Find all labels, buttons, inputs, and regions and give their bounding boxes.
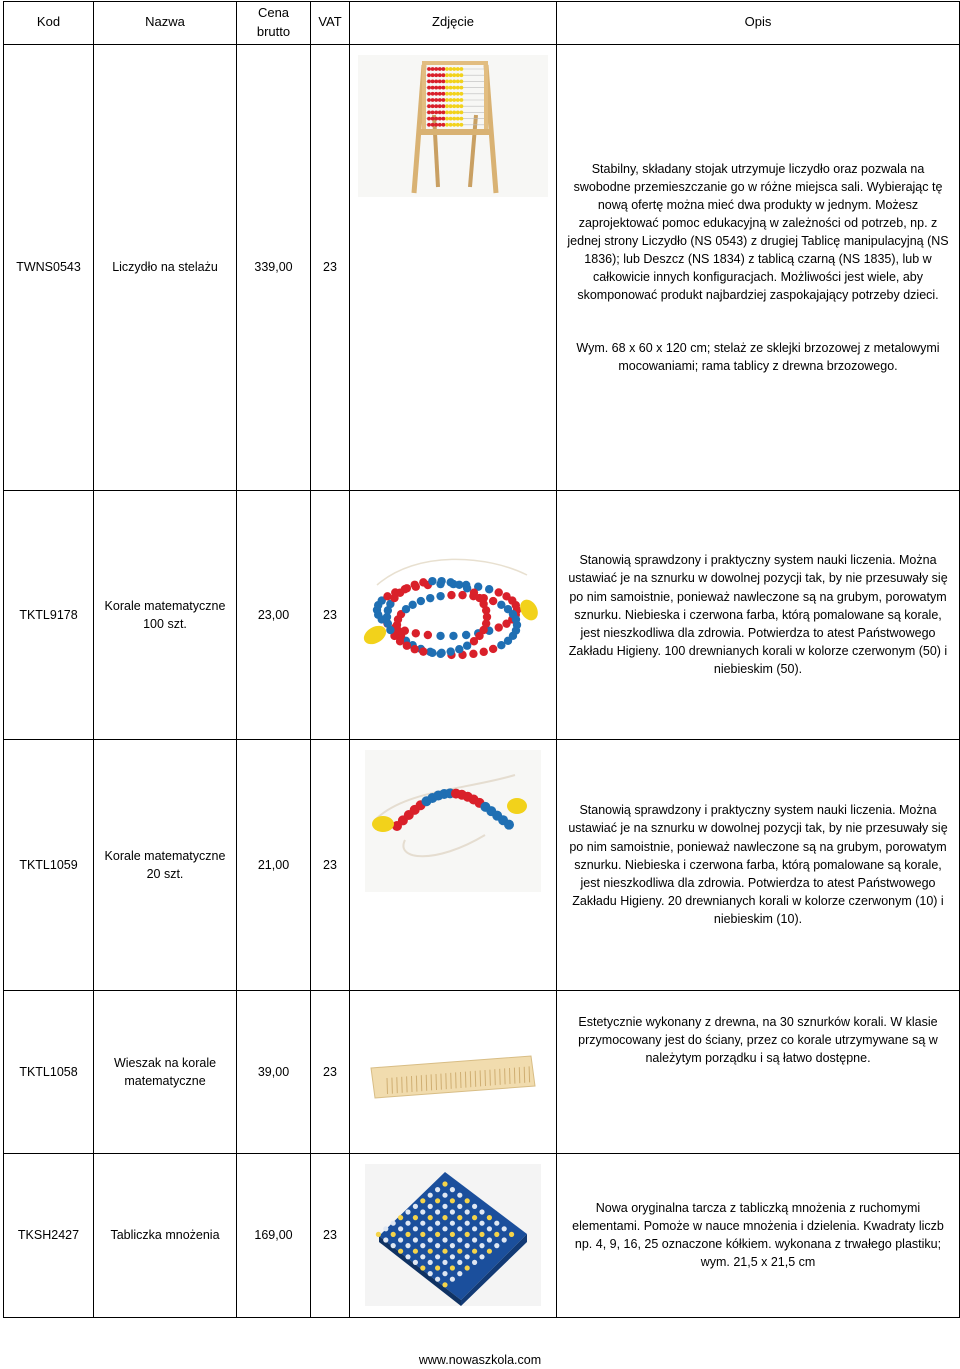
bead: [427, 104, 431, 108]
bead: [452, 110, 456, 114]
cell-kod: TWNS0543: [4, 44, 94, 490]
bead-hanger-image: [365, 1042, 541, 1102]
bead: [428, 1226, 433, 1231]
cell-cena: 339,00: [237, 44, 311, 490]
bead: [472, 1260, 477, 1265]
bead: [458, 591, 466, 599]
bead: [435, 1277, 440, 1282]
cell-vat: 23: [311, 739, 350, 990]
bead: [497, 641, 505, 649]
cell-kod: TKTL9178: [4, 490, 94, 739]
bead: [482, 606, 490, 614]
bead: [405, 1221, 410, 1226]
bead: [436, 592, 444, 600]
bead: [405, 1210, 410, 1215]
bead: [442, 73, 446, 77]
bead: [465, 1266, 470, 1271]
bead: [435, 1187, 440, 1192]
bead: [431, 79, 435, 83]
bead: [465, 1243, 470, 1248]
bead: [502, 1226, 507, 1231]
header-cena: Cena brutto: [237, 2, 311, 45]
cell-opis: [557, 44, 960, 490]
bead: [489, 644, 497, 652]
bead: [495, 588, 503, 596]
bead: [445, 67, 449, 71]
bead: [427, 73, 431, 77]
bead: [411, 580, 419, 588]
bead: [465, 1254, 470, 1259]
bead: [437, 648, 445, 656]
description-text: Stabilny, składany stojak utrzymuje liczydło oraz pozwala na swobodne przemieszczanie go w różne miejsca sali. Wybierając tę nową ofertę można mieć dwa produkty w jednym. Możesz zaprojektować pomoc edukacyjną w zależności od potrzeb, np. z jednej strony Liczydło (NS 0543) z drugiej Tablicę manipulacyjną (NS 1836); lub Deszcz (NS 1834) z tablicą czarną (NS 1835), lub w całkowicie innych konfiguracjach. Możliwości jest wiele, aby skomponować produkt najbardziej zaspokajający potrzeby dzieci.: [567, 161, 949, 303]
cell-opis: [557, 990, 960, 1153]
bead: [460, 116, 464, 120]
bead: [435, 1266, 440, 1271]
bead: [479, 1232, 484, 1237]
cell-vat: 23: [311, 44, 350, 490]
bead: [449, 79, 453, 83]
bead: [469, 649, 477, 657]
bead: [398, 1249, 403, 1254]
bead: [456, 92, 460, 96]
header-nazwa: Nazwa: [94, 2, 237, 45]
bead: [512, 615, 520, 623]
bead: [419, 647, 427, 655]
description-text: Stanowią sprawdzony i praktyczny system nauki liczenia. Można ustawiać je na sznurku w dowolnej pozycji tak, by nie przesuwały się po nim samoistnie, ponieważ nawleczone są na grubym, porowatym sznurku. Niebieska i czerwona farba, którą pomalowane są korale, jest nieszkodliwa dla zdrowia. Potwierdza to atest Państwowego Zakładu Higieny. 100 drewnianych korali w kolorze czerwonym (50) i niebieskim (50).: [568, 553, 948, 676]
bead: [383, 1238, 388, 1243]
bead: [438, 79, 442, 83]
cell-opis: [557, 1153, 960, 1317]
bead: [434, 85, 438, 89]
abacus-stand-image: [358, 55, 548, 197]
bead: [452, 123, 456, 127]
bead: [480, 647, 488, 655]
cell-nazwa: Tabliczka mnożenia: [94, 1153, 237, 1317]
bead: [431, 85, 435, 89]
bead: [479, 1243, 484, 1248]
bead: [450, 1266, 455, 1271]
bead: [428, 1271, 433, 1276]
bead: [413, 1238, 418, 1243]
bead: [376, 1232, 381, 1237]
description-text: Nowa oryginalna tarcza z tabliczką mnożenia z ruchomymi elementami. Pomoże w nauce mnożenia i dzielenia. Kwadraty liczb np. 4, 9, 16, 25 oznaczone kółkiem. wykonana z trwałego plastiku; wym. 21,5 x 21,5 cm: [572, 1200, 944, 1270]
bead: [434, 104, 438, 108]
bead: [434, 123, 438, 127]
cell-cena: 39,00: [237, 990, 311, 1153]
bead: [462, 630, 470, 638]
cell-vat: 23: [311, 1153, 350, 1317]
bead: [472, 1238, 477, 1243]
bead: [442, 1215, 447, 1220]
bead: [398, 1238, 403, 1243]
bead: [472, 1215, 477, 1220]
bead: [445, 116, 449, 120]
bead: [434, 116, 438, 120]
bead: [457, 1249, 462, 1254]
bead: [436, 631, 444, 639]
bead: [446, 647, 454, 655]
bead: [457, 1193, 462, 1198]
bead: [449, 85, 453, 89]
bead: [449, 67, 453, 71]
cell-nazwa: Korale matematyczne 100 szt.: [94, 490, 237, 739]
header-zdjecie: Zdjęcie: [350, 2, 557, 45]
bead: [445, 73, 449, 77]
cell-zdjecie: [350, 990, 557, 1153]
bead: [427, 123, 431, 127]
bead: [452, 85, 456, 89]
bead: [494, 1232, 499, 1237]
bead: [502, 619, 510, 627]
bead: [487, 1249, 492, 1254]
bead: [447, 591, 455, 599]
bead: [452, 116, 456, 120]
cell-vat: 23: [311, 490, 350, 739]
bead: [434, 73, 438, 77]
bead: [445, 123, 449, 127]
bead: [472, 1204, 477, 1209]
bead: [431, 73, 435, 77]
bead: [502, 1238, 507, 1243]
bead: [495, 623, 503, 631]
bead: [465, 1221, 470, 1226]
bead: [465, 1232, 470, 1237]
bead: [413, 1226, 418, 1231]
bead: [445, 85, 449, 89]
bead: [398, 1215, 403, 1220]
bead: [431, 110, 435, 114]
bead: [438, 104, 442, 108]
bead: [431, 92, 435, 96]
bead: [405, 1254, 410, 1259]
bead: [479, 1221, 484, 1226]
bead: [442, 85, 446, 89]
bead: [445, 98, 449, 102]
bead: [472, 1226, 477, 1231]
bead: [413, 1204, 418, 1209]
bead: [431, 98, 435, 102]
bead: [456, 73, 460, 77]
bead: [427, 79, 431, 83]
cell-opis: [557, 739, 960, 990]
cell-kod: TKTL1058: [4, 990, 94, 1153]
bead: [417, 597, 425, 605]
bead: [420, 1243, 425, 1248]
bead: [460, 79, 464, 83]
bead: [431, 116, 435, 120]
bead: [450, 1187, 455, 1192]
cell-nazwa: Liczydło na stelażu: [94, 44, 237, 490]
bead: [419, 578, 427, 586]
bead: [420, 1198, 425, 1203]
bead: [391, 1221, 396, 1226]
bead: [383, 1226, 388, 1231]
bead: [487, 1215, 492, 1220]
bead: [383, 592, 391, 600]
bead: [431, 104, 435, 108]
bead: [449, 123, 453, 127]
bead: [457, 1226, 462, 1231]
bead: [413, 1249, 418, 1254]
cell-zdjecie: [350, 739, 557, 990]
multiplication-board-image: [365, 1164, 541, 1306]
bead: [460, 110, 464, 114]
bead: [445, 110, 449, 114]
bead: [442, 67, 446, 71]
header-opis: Opis: [557, 2, 960, 45]
bead: [512, 601, 520, 609]
cell-zdjecie: [350, 1153, 557, 1317]
bead: [427, 67, 431, 71]
bead: [428, 577, 436, 585]
bead: [449, 631, 457, 639]
bead: [456, 85, 460, 89]
bead: [434, 110, 438, 114]
header-kod: Kod: [4, 2, 94, 45]
bead: [509, 1232, 514, 1237]
bead: [452, 98, 456, 102]
bead: [428, 1215, 433, 1220]
bead: [412, 629, 420, 637]
bead: [449, 104, 453, 108]
bead: [442, 92, 446, 96]
bead: [442, 98, 446, 102]
table-header-row: [4, 2, 960, 45]
bead: [494, 1221, 499, 1226]
bead: [428, 648, 436, 656]
bead: [465, 1210, 470, 1215]
bead: [457, 1204, 462, 1209]
cell-opis: [557, 490, 960, 739]
bead: [450, 1210, 455, 1215]
bead: [427, 92, 431, 96]
bead: [442, 123, 446, 127]
bead: [494, 1243, 499, 1248]
table-row: [4, 490, 960, 739]
bead: [452, 104, 456, 108]
bead: [420, 1210, 425, 1215]
bead: [435, 1198, 440, 1203]
bead: [442, 1193, 447, 1198]
bead: [450, 1221, 455, 1226]
bead: [413, 1215, 418, 1220]
bead: [457, 1238, 462, 1243]
bead: [449, 92, 453, 96]
bead: [449, 73, 453, 77]
bead: [460, 73, 464, 77]
bead: [420, 1232, 425, 1237]
bead: [449, 110, 453, 114]
bead: [457, 1215, 462, 1220]
bead: [428, 1238, 433, 1243]
bead: [504, 819, 514, 829]
bead: [438, 67, 442, 71]
bead: [442, 1182, 447, 1187]
bead: [450, 1254, 455, 1259]
bead: [455, 645, 463, 653]
bead: [398, 1226, 403, 1231]
cell-zdjecie: [350, 490, 557, 739]
bead: [456, 110, 460, 114]
bead: [445, 104, 449, 108]
bead: [437, 577, 445, 585]
bead: [434, 67, 438, 71]
bead: [438, 110, 442, 114]
table-row: [4, 1153, 960, 1317]
bead: [485, 585, 493, 593]
bead: [442, 1238, 447, 1243]
cell-zdjecie: [350, 44, 557, 490]
bead: [442, 79, 446, 83]
bead: [428, 1249, 433, 1254]
bead: [479, 1254, 484, 1259]
bead: [435, 1210, 440, 1215]
bead: [438, 73, 442, 77]
bead: [465, 1198, 470, 1203]
bead: [426, 594, 434, 602]
cell-vat: 23: [311, 990, 350, 1153]
bead: [442, 1249, 447, 1254]
cell-nazwa: Wieszak na korale matematyczne: [94, 990, 237, 1153]
bead: [442, 116, 446, 120]
bead: [446, 578, 454, 586]
bead: [428, 1204, 433, 1209]
bead: [420, 1254, 425, 1259]
cell-cena: 21,00: [237, 739, 311, 990]
bead: [442, 110, 446, 114]
description-dimensions: Wym. 68 x 60 x 120 cm; stelaż ze sklejki brzozowej z metalowymi mocowaniami; rama tablicy z drewna brzozowego.: [576, 340, 940, 373]
bead: [442, 1282, 447, 1287]
bead: [456, 123, 460, 127]
bead: [449, 98, 453, 102]
bead: [460, 98, 464, 102]
bead: [438, 116, 442, 120]
bead: [434, 79, 438, 83]
cell-kod: TKSH2427: [4, 1153, 94, 1317]
bead: [460, 104, 464, 108]
bead: [456, 116, 460, 120]
bead: [438, 85, 442, 89]
bead: [391, 1232, 396, 1237]
bead: [472, 1249, 477, 1254]
bead: [408, 600, 416, 608]
bead: [452, 67, 456, 71]
bead: [460, 123, 464, 127]
bead: [479, 1210, 484, 1215]
bead-string-100-image: [357, 555, 549, 675]
bead: [450, 1243, 455, 1248]
header-vat: VAT: [311, 2, 350, 45]
bead: [420, 1221, 425, 1226]
bead: [457, 1271, 462, 1276]
bead: [445, 92, 449, 96]
bead: [435, 1254, 440, 1259]
table-row: [4, 739, 960, 990]
description-text: Estetycznie wykonany z drewna, na 30 sznurków korali. W klasie przymocowany jest do ściany, przez co korale utrzymywane są w należytym porządku i są łatwo dostępne.: [578, 1014, 938, 1065]
bead-string-20-image: [365, 750, 541, 892]
cell-cena: 23,00: [237, 490, 311, 739]
bead: [442, 104, 446, 108]
bead: [450, 1198, 455, 1203]
bead: [427, 98, 431, 102]
bead: [487, 1238, 492, 1243]
bead: [435, 1232, 440, 1237]
bead: [456, 67, 460, 71]
bead: [442, 1260, 447, 1265]
bead: [460, 92, 464, 96]
description-text: Stanowią sprawdzony i praktyczny system nauki liczenia. Można ustawiać je na sznurku w dowolnej pozycji tak, by nie przesuwały się po nim samoistnie, ponieważ nawleczone są na grubym, porowatym sznurku. Niebieska i czerwona farba, którą pomalowane są korale, jest nieszkodliwa dla zdrowia. Potwierdza to atest Państwowego Zakładu Higieny. 20 drewnianych korali w kolorze czerwonym (10) i niebieskim (10).: [568, 803, 948, 926]
bead: [442, 1204, 447, 1209]
bead: [452, 92, 456, 96]
bead: [449, 116, 453, 120]
bead: [427, 85, 431, 89]
bead: [456, 79, 460, 83]
bead: [420, 1266, 425, 1271]
bead: [457, 1260, 462, 1265]
bead: [403, 584, 411, 592]
cell-nazwa: Korale matematyczne 20 szt.: [94, 739, 237, 990]
bead: [411, 645, 419, 653]
bead: [450, 1232, 455, 1237]
bead: [487, 1226, 492, 1231]
bead: [463, 641, 471, 649]
bead: [428, 1260, 433, 1265]
bead: [405, 1243, 410, 1248]
bead: [438, 123, 442, 127]
bead: [424, 630, 432, 638]
bead: [434, 98, 438, 102]
bead: [427, 110, 431, 114]
footer-website: www.nowaszkola.com: [418, 1353, 542, 1367]
bead: [434, 92, 438, 96]
bead: [438, 92, 442, 96]
bead: [450, 1277, 455, 1282]
table-row: [4, 44, 960, 490]
bead: [456, 104, 460, 108]
bead: [427, 116, 431, 120]
bead: [460, 85, 464, 89]
product-table: [3, 1, 960, 1318]
bead: [428, 1193, 433, 1198]
bead: [442, 1271, 447, 1276]
bead: [442, 1226, 447, 1231]
bead: [435, 1221, 440, 1226]
bead: [452, 79, 456, 83]
bead: [391, 1243, 396, 1248]
bead: [405, 1232, 410, 1237]
bead: [489, 597, 497, 605]
bead: [452, 73, 456, 77]
bead: [413, 1260, 418, 1265]
bead: [435, 1243, 440, 1248]
bead: [431, 123, 435, 127]
bead: [445, 79, 449, 83]
cell-cena: 169,00: [237, 1153, 311, 1317]
bead: [456, 98, 460, 102]
bead: [431, 67, 435, 71]
bead: [455, 580, 463, 588]
bead: [438, 98, 442, 102]
cell-kod: TKTL1059: [4, 739, 94, 990]
bead: [460, 67, 464, 71]
table-row: [4, 990, 960, 1153]
